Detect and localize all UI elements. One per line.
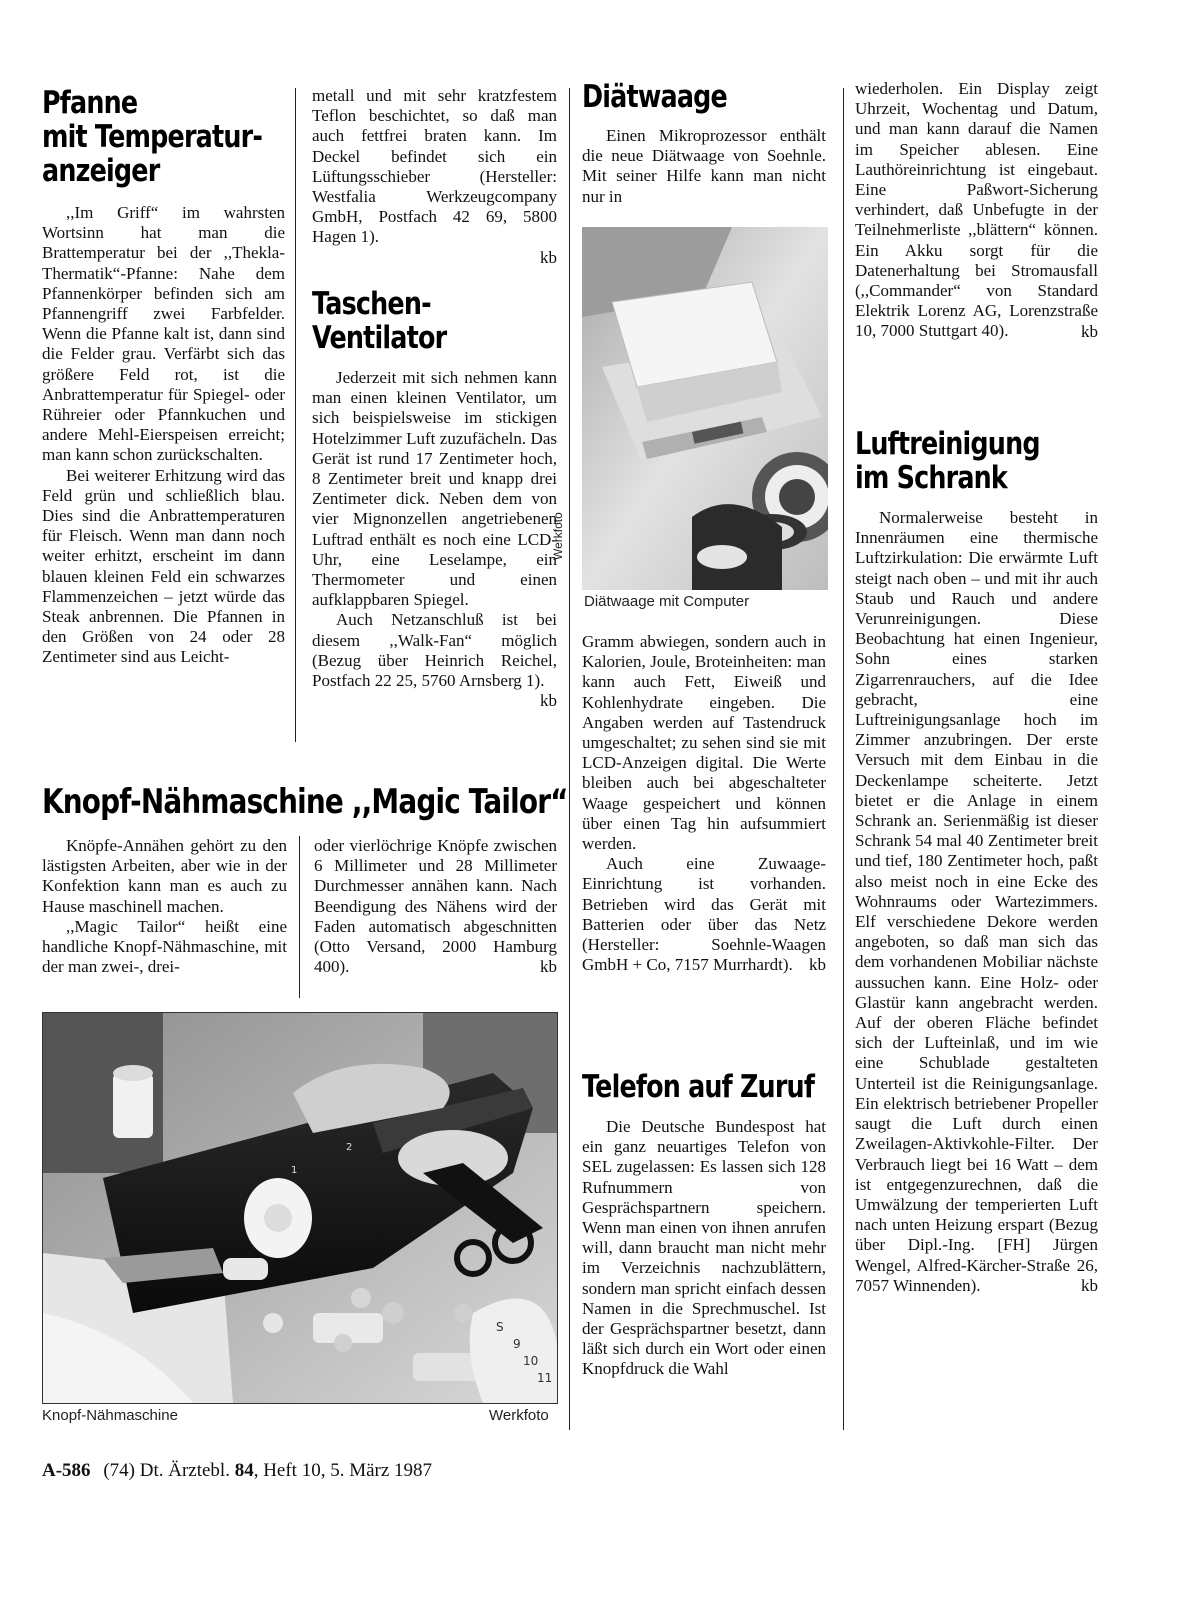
column-rule-1 — [295, 88, 296, 742]
paragraph: Auch eine Zuwaage-Einrichtung ist vorhanden. Betrieben wird das Gerät mit Batterien oder über das Netz (Hersteller: Soehnle-Waagen GmbH + Co, 7157 Murrhardt). — [582, 854, 826, 975]
paragraph: wiederholen. Ein Display zeigt Uhrzeit, Wochentag und Datum, und man kann darauf die Namen im Speicher ablesen. Eine Lauthöreinrichtung ist eingebaut. Eine Paßwort-Sicherung verhindert, daß Unbefugte in der Teilnehmerliste ,,blättern“ können. Ein Akku sorgt für die Datenerhaltung bei Stromausfall (,,Commander“ von Standard Elektrik Lorenz AG, Lorenzstraße 10, 7000 Stuttgart 40). — [855, 79, 1098, 341]
diaetwaage-column — [582, 632, 826, 976]
author-sign: kb — [540, 247, 557, 267]
headline-line: im Schrank — [855, 460, 1008, 496]
author-sign: kb — [540, 691, 557, 711]
headline-line: Ventilator — [312, 320, 447, 356]
photo-marking: S — [496, 1320, 504, 1334]
headline-line: Luftreinigung — [855, 426, 1040, 462]
headline-line: Pfanne — [42, 85, 138, 121]
diaetwaage-photo — [582, 227, 828, 590]
credit-naehmaschine: Werkfoto — [489, 1407, 549, 1424]
paragraph: metall und mit sehr kratzfestem Teflon beschichtet, so daß man auch fettfrei braten kann. Im Deckel befindet sich ein Lüftungsschieber (Hersteller: Westfalia Werkzeugcompany GmbH, Postfach 42 69, 5800 Hagen 1). — [312, 86, 557, 247]
page-number: A-586 — [42, 1460, 91, 1481]
pfanne-column-2 — [312, 86, 557, 268]
photo-marking: 10 — [523, 1354, 539, 1368]
naehmaschine-column-2 — [314, 836, 557, 978]
pfanne-column-1 — [42, 203, 285, 668]
column-rule-4 — [299, 836, 300, 998]
headline-line: mit Temperatur- — [42, 119, 263, 155]
paragraph: oder vierlöchrige Knöpfe zwischen 6 Millimeter und 28 Millimeter Durchmesser annähen kann. Nach Beendigung des Nähens wird der Faden automatisch abgeschnitten (Otto Versand, 2000 Hamburg 400). — [314, 836, 557, 977]
photo-marking: 9 — [513, 1337, 521, 1351]
diaetwaage-intro — [582, 126, 826, 207]
author-sign: kb — [540, 957, 557, 977]
headline-line: anzeiger — [42, 153, 160, 189]
caption-diaetwaage: Diätwaage mit Computer — [584, 593, 750, 610]
paragraph: Knöpfe-Annähen gehört zu den lästigsten Arbeiten, aber wie in der Konfektion kann man es auch zu Hause maschinell machen. — [42, 836, 287, 916]
headline-line: Taschen- — [312, 286, 431, 322]
luftreinigung-column — [855, 508, 1098, 1296]
column-rule-3 — [843, 88, 844, 1430]
paragraph: Auch Netzanschluß ist bei diesem ,,Walk-Fan“ möglich (Bezug über Heinrich Reichel, Postfach 22 25, 5760 Arnsberg 1). — [312, 610, 557, 691]
diet-scale-illustration — [582, 227, 828, 590]
author-sign: kb — [1081, 321, 1098, 341]
headline-telefon: Telefon auf Zuruf — [582, 1069, 815, 1105]
paragraph: Einen Mikroprozessor enthält die neue Diätwaage von Soehnle. Mit seiner Hilfe kann man nicht nur in — [582, 126, 826, 206]
photo-marking: 11 — [537, 1371, 553, 1385]
footer-issue: , Heft 10, 5. März 1987 — [253, 1460, 433, 1481]
paragraph: Normalerweise besteht in Innenräumen eine thermische Luftzirkulation: Die erwärmte Luft steigt nach oben – und mit ihr auch Staub und Rauch und andere Verunreinigungen. Diese Beobachtung hat einen Ingenieur, Sohn eines starken Zigarrenrauchers, auf die Idee gebracht, eine Luftreinigungsanlage hoch im Zimmer anzubringen. Der erste Versuch mit dem Einbau in die Deckenlampe scheiterte. Jetzt bietet er die Anlage in einem Schrank an. Serienmäßig ist dieser Schrank 54 mal 40 Zentimeter breit und tief, 180 Zentimeter hoch, paßt also meist noch in eine Ecke des Wohnraums oder Wartezimmers. Elf verschiedene Dekore werden angeboten, so daß man sich das dem vorhandenen Mobiliar nächste aussuchen kann. Eine Holz- oder Glastür kann angebracht werden. Auf der oberen Fläche befindet sich der Lufteinlaß, und im wie eine Schublade gestalteten Unterteil ist die Reinigungsanlage. Ein elektrisch betriebener Propeller saugt die Luft durch einen Zweilagen-Aktivkohle-Filter. Der Verbrauch liegt bei 16 Watt – dem ist entgegenzurechnen, daß die Umwälzung der temperierten Luft nach unten Heizung erspart (Bezug über Dipl.-Ing. [FH] Jürgen Wengel, Alfred-Kärcher-Straße 26, 7057 Winnenden). — [855, 508, 1098, 1295]
author-sign: kb — [809, 955, 826, 975]
headline-luftreinigung — [855, 427, 1040, 495]
column-rule-2 — [569, 88, 570, 1430]
page-footer — [42, 1460, 432, 1482]
paragraph: Jederzeit mit sich nehmen kann man einen kleinen Ventilator, um sich beispielsweise im stickigen Hotelzimmer Luft zuzufächeln. Das Gerät ist rund 17 Zentimeter hoch, 8 Zentimeter breit und knapp drei Zentimeter dick. Neben dem von vier Mignonzellen angetriebenen Luftrad enthält es noch eine LCD-Uhr, eine Leselampe, ein Thermometer und einen aufklappbaren Spiegel. — [312, 368, 557, 610]
footer-volume: 84 — [234, 1460, 254, 1481]
footer-journal: (74) Dt. Ärztebl. — [103, 1460, 230, 1481]
headline-naehmaschine: Knopf-Nähmaschine ,,Magic Tailor“ — [42, 782, 568, 822]
telefon-column-4 — [855, 79, 1098, 342]
headline-pfanne — [42, 86, 262, 188]
headline-ventilator — [312, 287, 446, 355]
ventilator-column — [312, 368, 557, 711]
author-sign: kb — [1081, 1275, 1098, 1295]
photo-credit-diaetwaage: Werkfoto — [551, 512, 565, 560]
caption-naehmaschine: Knopf-Nähmaschine — [42, 1407, 178, 1424]
photo-marking: 2 — [346, 1142, 353, 1153]
telefon-column-3 — [582, 1117, 826, 1380]
photo-marking: 1 — [291, 1165, 298, 1176]
sewing-machine-illustration — [43, 1013, 557, 1403]
naehmaschine-column-1 — [42, 836, 287, 977]
paragraph: Die Deutsche Bundespost hat ein ganz neuartiges Telefon von SEL zugelassen: Es lassen sich 128 Rufnummern von Gesprächspartnern speichern. Wenn man einen von ihnen anrufen will, dann braucht man nicht mehr im Verzeichnis nachzublättern, sondern man spricht einfach dessen Namen in die Sprechmuschel. Ist der Gesprächspartner besetzt, dann läßt sich durch ein Wort oder einen Knopfdruck die Wahl — [582, 1117, 826, 1379]
paragraph: Bei weiterer Erhitzung wird das Feld grün und schließlich blau. Dies sind die Anbrattemperaturen für Fleisch. Wenn man dann noch weiter erhitzt, erscheint im dann blauen kleinen Feld ein schwarzes Flammenzeichen – jetzt würde das Steak anbrennen. Die Pfannen in den Größen von 24 oder 28 Zentimeter sind aus Leicht- — [42, 465, 285, 667]
headline-diaetwaage: Diätwaage — [582, 79, 727, 115]
paragraph: Gramm abwiegen, sondern auch in Kalorien, Joule, Broteinheiten: man kann auch Fett, Eiweiß und Kohlenhydrate eingeben. Die Angaben werden auf Tastendruck umgeschaltet; zu sehen sind sie mit LCD-Anzeigen digital. Die Werte bleiben auch bei abgeschalteter Waage gespeichert und können über einen Tag hin aufsummiert werden. — [582, 632, 826, 854]
paragraph: ,,Magic Tailor“ heißt eine handliche Knopf-Nähmaschine, mit der man zwei-, drei- — [42, 916, 287, 977]
naehmaschine-photo — [42, 1012, 558, 1404]
paragraph: ,,Im Griff“ im wahrsten Wortsinn hat man die Brattemperatur bei der ,,Thekla-Thermatik“-Pfanne: Nahe dem Pfannenkörper befinden sich am Pfannengriff zwei Farbfelder. Wenn die Pfanne kalt ist, dann sind die Felder grau. Verfärbt sich das größere Feld rot, ist die Anbrattemperatur für Spiegel- oder Rühreier oder Pfannkuchen und andere Mehl-Eierspeisen erreicht; man kann schon zurückschalten. — [42, 203, 285, 465]
